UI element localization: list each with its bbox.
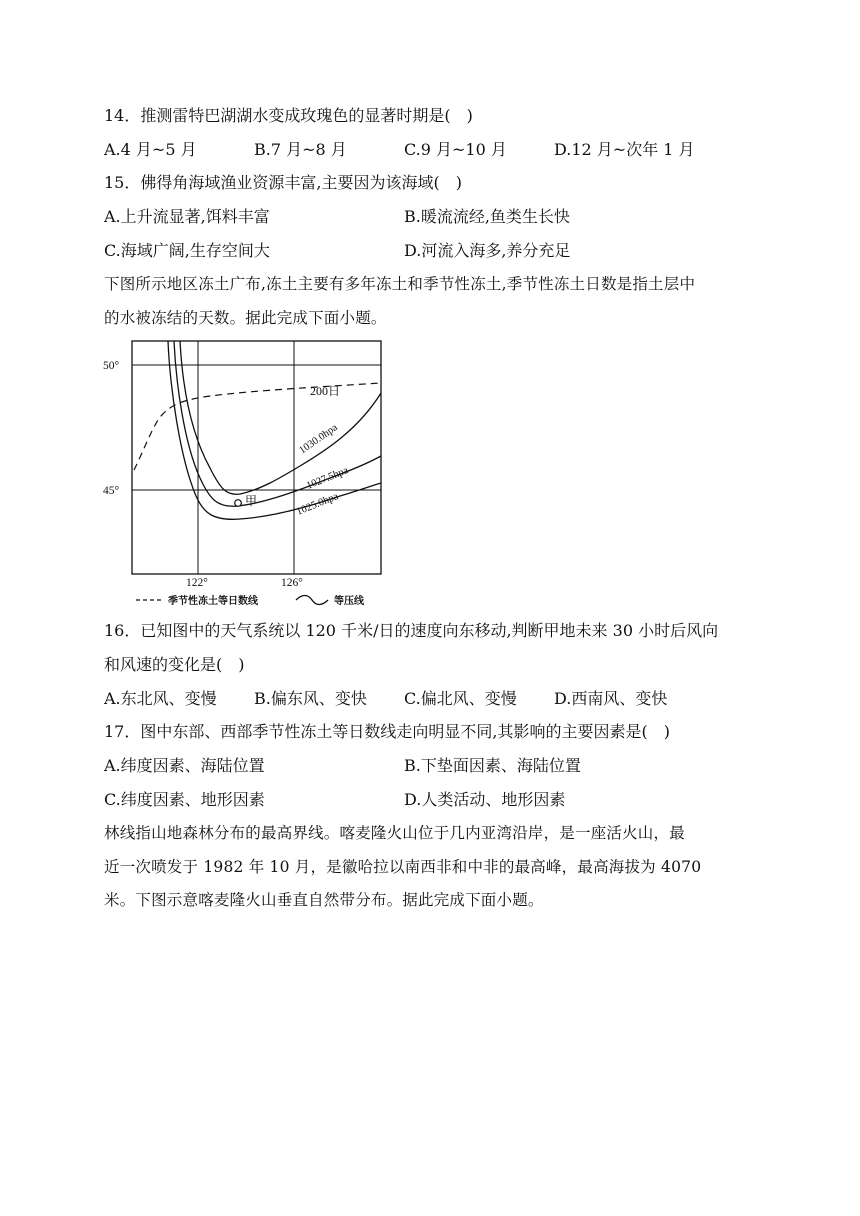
lon-label-122: 122° — [186, 577, 208, 589]
lon-label-126: 126° — [281, 577, 303, 589]
q14-stem: 14．推测雷特巴湖湖水变成玫瑰色的显著时期是( ) — [104, 106, 473, 125]
legend-isobar-label: 等压线 — [334, 596, 364, 607]
intro1-line2: 的水被冻结的天数。据此完成下面小题。 — [104, 309, 387, 327]
frozen-soil-200day-line — [134, 383, 381, 470]
isobar-label-1025: 1025.0hpa — [295, 491, 340, 518]
q17-stem: 17．图中东部、西部季节性冻土等日数线走向明显不同,其影响的主要因素是( ) — [104, 722, 670, 741]
q16-option-a[interactable]: A.东北风、变慢 — [104, 689, 217, 708]
q14-option-d[interactable]: D.12 月~次年 1 月 — [554, 140, 695, 159]
point-jia-label: 甲 — [245, 494, 258, 508]
intro1-line1: 下图所示地区冻土广布,冻土主要有多年冻土和季节性冻土,季节性冻土日数是指土层中 — [104, 275, 696, 293]
q16-option-c[interactable]: C.偏北风、变慢 — [404, 689, 517, 708]
lat-label-50: 50° — [103, 360, 120, 372]
q16-option-b[interactable]: B.偏东风、变快 — [254, 689, 367, 708]
map-frame — [132, 341, 381, 574]
q17-option-d[interactable]: D.人类活动、地形因素 — [404, 790, 566, 809]
q16-option-d[interactable]: D.西南风、变快 — [554, 689, 668, 708]
q15-option-a[interactable]: A.上升流显著,饵料丰富 — [104, 207, 270, 226]
q15-option-c[interactable]: C.海域广阔,生存空间大 — [104, 241, 270, 260]
q17-option-b[interactable]: B.下垫面因素、海陆位置 — [404, 756, 581, 775]
point-jia-marker — [235, 500, 242, 507]
q15-stem: 15．佛得角海域渔业资源丰富,主要因为该海域( ) — [104, 173, 462, 192]
isobar-label-1030: 1030.0hpa — [297, 422, 340, 457]
isobar-label-1027-5: 1027.5hpa — [305, 465, 350, 492]
q14-option-b[interactable]: B.7 月~8 月 — [254, 140, 347, 159]
isobar-1027-5 — [174, 341, 381, 506]
q16-stem-line1: 16．已知图中的天气系统以 120 千米/日的速度向东移动,判断甲地未来 30 小时后风向 — [104, 621, 719, 640]
q17-option-a[interactable]: A.纬度因素、海陆位置 — [104, 756, 265, 775]
q14-option-c[interactable]: C.9 月~10 月 — [404, 140, 507, 159]
q14-option-a[interactable]: A.4 月~5 月 — [104, 140, 197, 159]
q17-option-c[interactable]: C.纬度因素、地形因素 — [104, 790, 265, 809]
intro2-line2: 近一次喷发于 1982 年 10 月，是徽哈拉以南西非和中非的最高峰，最高海拔为 4070 — [104, 858, 702, 876]
q15-option-b[interactable]: B.暖流流经,鱼类生长快 — [404, 207, 570, 226]
lat-label-45: 45° — [103, 485, 120, 497]
q15-option-d[interactable]: D.河流入海多,养分充足 — [404, 241, 571, 260]
isobar-1030 — [180, 341, 381, 494]
intro2-line3: 米。下图示意喀麦隆火山垂直自然带分布。据此完成下面小题。 — [104, 891, 544, 909]
frozen-soil-isobar-map — [100, 338, 400, 613]
intro2-line1: 林线指山地森林分布的最高界线。喀麦隆火山位于几内亚湾沿岸，是一座活火山，最 — [104, 824, 685, 842]
legend-isobar-symbol — [296, 596, 328, 605]
legend-frozen-soil-label: 季节性冻土等日数线 — [168, 596, 258, 607]
q16-stem-line2: 和风速的变化是( ) — [104, 655, 245, 674]
isoline-label-200-day: 200日 — [310, 384, 341, 398]
